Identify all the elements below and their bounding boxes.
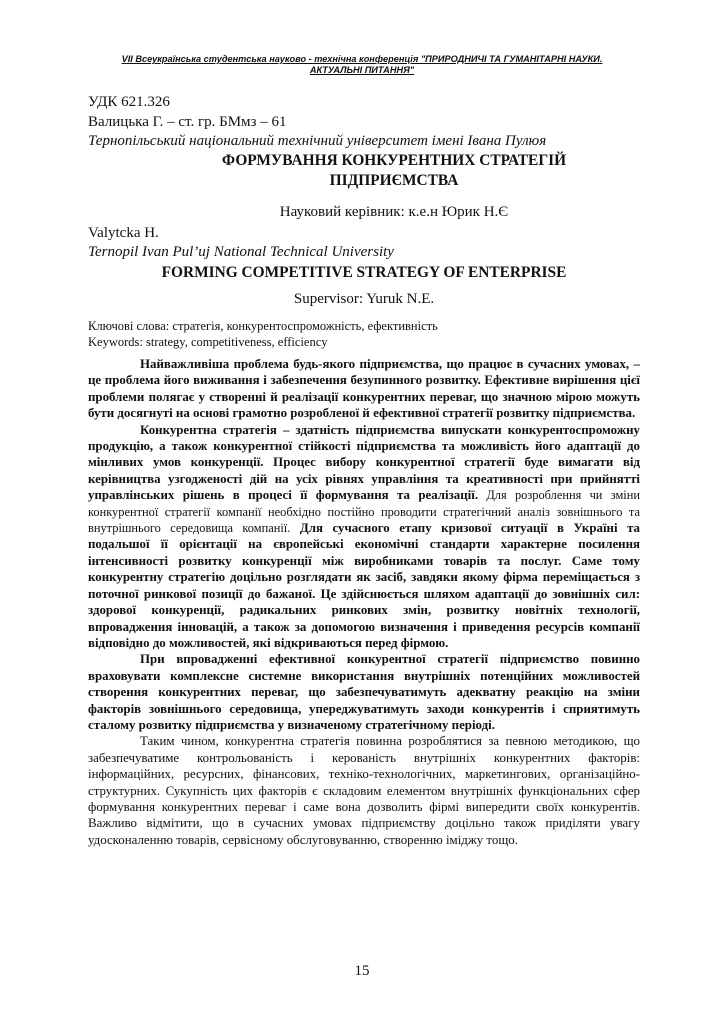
paragraph-2-bold-a: Конкурентна стратегія – здатність підприємства випускати конкурентоспроможну продукцію, а також конкурентної стійкості підприємства та можливість його адаптації до мінливих умов конкуренції. Процес вибору конкурентної стратегії буде вимагати від керівництва узгодженості дій на усіх рівнях управління та креативності при прийнятті управлінських рішень в процесі її формування та реалізації. [88,422,640,503]
conference-header-line1: VII Всеукраїнська студентська науково - технічна конференція "ПРИРОДНИЧІ ТА ГУМАНІТАРНІ НАУКИ. [121,54,603,64]
body-text [88,356,640,848]
paragraph-3: При впровадженні ефективної конкурентної стратегії підприємство повинно враховувати комплексне системне використання внутрішніх потенційних можливостей створення конкурентних переваг, що забезпечуватимуть адекватну реакцію на зміни факторів зовнішнього середовища, упереджуватимуть заходи конкурентів і сприятимуть сталому розвитку підприємства у визначеному стратегічному періоді. [88,652,640,732]
title-ua [88,151,640,191]
page-number: 15 [354,963,370,979]
paragraph-4: Таким чином, конкурентна стратегія повинна розроблятися за певною методикою, що забезпечуватиме контрольованість і керованість внутрішніх конкурентних факторів: інформаційних, ресурсних, фінансових, техніко-технологічних, маркетингових, організаційно-структурних. Сукупність цих факторів є складовим елементом внутрішніх функціональних сфер формування конкурентних переваг і саме вона дозволить фірмі випередити своїх конкурентів. Важливо відмітити, що в сучасних умовах підприємству доцільно також приділяти увагу удосконаленню товарів, сервісному обслуговуванню, створенню іміджу тощо. [88,734,640,847]
author-en: Valytcka H. [88,225,159,241]
paragraph-2-bold-b: Для сучасного етапу кризової ситуації в Україні та подальшої її орієнтації на європейські економічні стандарти характерне посилення інтенсивності розвитку конкуренції між виробниками товарів та послуг. Саме тому конкурентну стратегію доцільно розглядати як засіб, завдяки якому фірма переміщається з поточної ринкової позиції до бажаної. Це здійснюється шляхом адаптації до зовнішніх сил: здорової конкуренції, радикальних ринкових змін, розвитку новітніх технології, впровадження інновацій, а також за допомогою визначення і приведення ресурсів компанії відповідно до можливостей, які відкриваються перед фірмою. [88,521,641,650]
conference-header [90,54,634,76]
institution-en: Ternopil Ivan Pul’uj National Technical University [88,244,394,260]
keywords-ua: Ключові слова: стратегія, конкурентоспроможність, ефективність [88,319,438,333]
title-en: FORMING COMPETITIVE STRATEGY OF ENTERPRISE [161,264,567,281]
title-ua-line2: ПІДПРИЄМСТВА [329,172,459,189]
paragraph-2 [88,422,640,652]
paragraph-2-regular: Для розроблення чи зміни конкурентної стратегії компанії необхідно постійно проводити стратегічний аналіз зовнішнього та внутрішнього середовища компанії. [88,488,640,536]
supervisor-en: Supervisor: Yuruk N.E. [293,291,435,307]
title-ua-line1: ФОРМУВАННЯ КОНКУРЕНТНИХ СТРАТЕГІЙ [221,152,567,169]
institution-ua: Тернопільський національний технічний університет імені Івана Пулюя [88,133,547,149]
supervisor-ua: Науковий керівник: к.е.н Юрик Н.Є [279,204,509,220]
author-ua: Валицька Г. – ст. гр. БМмз – 61 [88,114,287,130]
keywords-en: Keywords: strategy, competitiveness, efficiency [88,335,328,349]
udk-code: УДК 621.326 [88,94,170,110]
conference-header-line2: АКТУАЛЬНІ ПИТАННЯ" [309,65,415,75]
paragraph-1: Найважливіша проблема будь-якого підприємства, що працює в сучасних умовах, – це проблема його виживання і забезпечення безупинного розвитку. Ефективне вирішення цієї проблеми полягає у створенні й реалізації конкурентних переваг, що значною мірою можуть бути досягнуті на основі грамотно розробленої й ефективної стратегії розвитку підприємства. [88,357,640,421]
